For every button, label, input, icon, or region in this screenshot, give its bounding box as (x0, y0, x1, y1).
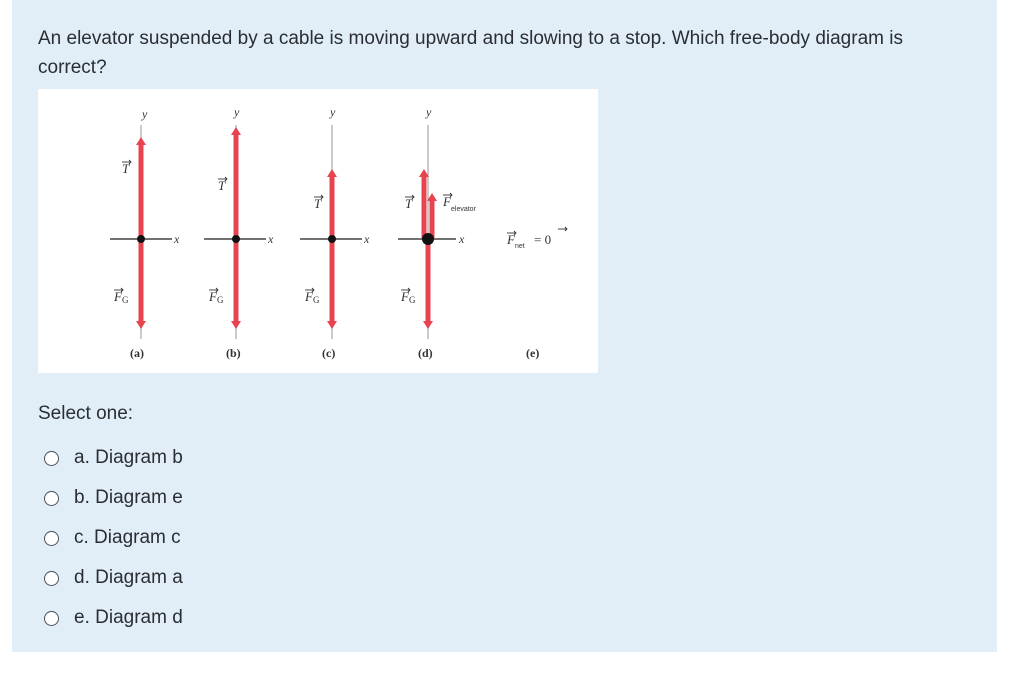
question-text: An elevator suspended by a cable is moving upward and slowing to a stop. Which free-body diagram is correct? (38, 28, 903, 78)
answer-options (44, 438, 183, 638)
free-body-diagrams-figure (38, 89, 598, 373)
diagram-a-gravity-label: F (114, 289, 122, 304)
option-e[interactable] (44, 598, 183, 638)
diagram-d-elevator-label: F (443, 194, 451, 209)
diagram-d-elevator-sub: elevator (451, 206, 476, 213)
radio-c[interactable] (44, 531, 59, 546)
diagram-a-caption: (a) (130, 346, 144, 360)
option-d-label: d. Diagram a (74, 567, 183, 588)
diagram-b-x-axis-label: x (268, 232, 274, 246)
diagram-c-x-axis-label: x (364, 232, 370, 246)
diagram-b-caption: (b) (226, 346, 241, 360)
diagram-b-gravity-sub: G (217, 295, 224, 305)
diagram-b-tension-label: T (218, 178, 226, 193)
option-e-label: e. Diagram d (74, 607, 183, 628)
option-b[interactable] (44, 478, 183, 518)
radio-a[interactable] (44, 451, 59, 466)
option-c[interactable] (44, 518, 183, 558)
diagram-e-net-sub: net (515, 243, 525, 250)
radio-e[interactable] (44, 611, 59, 626)
diagram-b (204, 105, 274, 360)
diagram-d-caption: (d) (418, 346, 433, 360)
option-a[interactable] (44, 438, 183, 478)
diagram-c-gravity-sub: G (313, 295, 320, 305)
diagram-a-gravity-sub: G (122, 295, 129, 305)
diagram-e-net-eq: = 0 (534, 232, 552, 247)
diagram-a (110, 107, 180, 360)
diagram-d-x-axis-label: x (459, 232, 465, 246)
free-body-diagrams-svg (38, 89, 598, 373)
diagram-d (398, 105, 477, 360)
diagram-a-tension-label: T (122, 161, 130, 176)
option-a-label: a. Diagram b (74, 447, 183, 468)
diagram-c (300, 105, 370, 360)
radio-d[interactable] (44, 571, 59, 586)
vector-arrows (114, 160, 567, 292)
diagram-c-gravity-label: F (305, 289, 313, 304)
option-c-label: c. Diagram c (74, 527, 181, 548)
diagram-a-x-axis-label: x (174, 232, 180, 246)
diagram-d-y-axis-label: y (426, 105, 432, 119)
diagram-c-tension-label: T (314, 196, 322, 211)
option-d[interactable] (44, 558, 183, 598)
diagram-b-y-axis-label: y (234, 105, 240, 119)
diagram-e-net-label: F (507, 232, 515, 247)
diagram-e (506, 232, 551, 360)
diagram-b-gravity-label: F (209, 289, 217, 304)
diagram-d-tension-label: T (405, 196, 413, 211)
diagram-e-caption: (e) (526, 346, 540, 360)
diagram-c-caption: (c) (322, 346, 336, 360)
diagram-d-gravity-sub: G (409, 295, 416, 305)
diagram-a-y-axis-label: y (142, 107, 148, 121)
radio-b[interactable] (44, 491, 59, 506)
option-b-label: b. Diagram e (74, 487, 183, 508)
diagram-c-y-axis-label: y (330, 105, 336, 119)
select-one-label: Select one: (38, 403, 134, 424)
diagram-d-gravity-label: F (401, 289, 409, 304)
